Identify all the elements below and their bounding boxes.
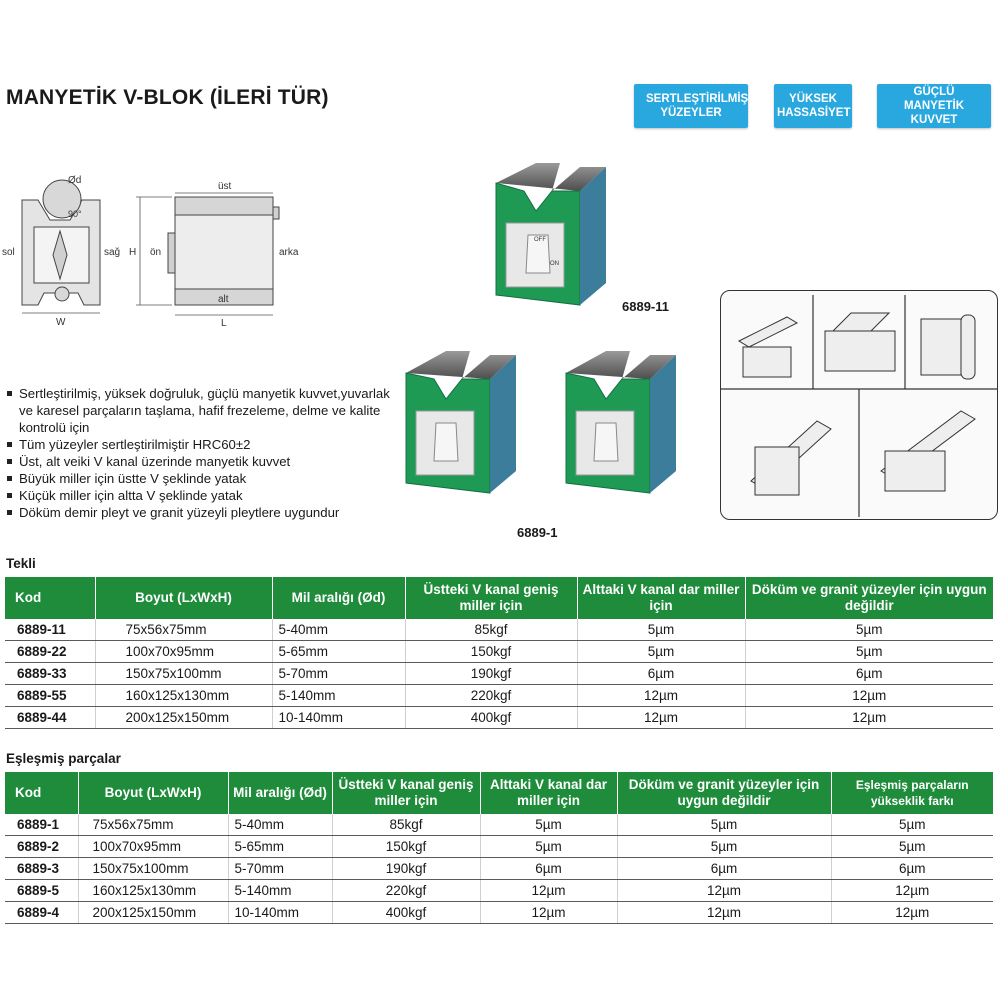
label-bottom: alt (218, 294, 229, 305)
col-header: Mil aralığı (Ød) (272, 577, 405, 619)
cell-lower: 12µm (577, 707, 745, 729)
cell-force: 400kgf (332, 902, 480, 924)
cell-code: 6889-55 (5, 685, 95, 707)
table-row (5, 814, 993, 836)
cell-surface: 6µm (745, 663, 993, 685)
table-row (5, 858, 993, 880)
cell-range: 10-140mm (272, 707, 405, 729)
cell-lower: 12µm (577, 685, 745, 707)
col-header: Eşleşmiş parçaların yükseklik farkı (831, 772, 993, 814)
dim-length: L (221, 318, 227, 329)
cell-range: 5-65mm (272, 641, 405, 663)
cell-force: 150kgf (405, 641, 577, 663)
cell-range: 5-70mm (272, 663, 405, 685)
cell-size: 75x56x75mm (95, 619, 272, 641)
cell-range: 10-140mm (228, 902, 332, 924)
cell-height-diff: 12µm (831, 880, 993, 902)
cell-range: 5-40mm (272, 619, 405, 641)
col-header: Mil aralığı (Ød) (228, 772, 332, 814)
cell-code: 6889-2 (5, 836, 78, 858)
cell-size: 100x70x95mm (95, 641, 272, 663)
table-row (5, 641, 993, 663)
cell-force: 220kgf (405, 685, 577, 707)
model-label-bottom: 6889-1 (517, 525, 558, 540)
cell-code: 6889-11 (5, 619, 95, 641)
cell-range: 5-65mm (228, 836, 332, 858)
cell-size: 150x75x100mm (95, 663, 272, 685)
technical-drawing (0, 165, 310, 330)
cell-height-diff: 12µm (831, 902, 993, 924)
cell-size: 200x125x150mm (78, 902, 228, 924)
dim-height: H (129, 247, 137, 258)
cell-force: 85kgf (405, 619, 577, 641)
model-label-top: 6889-11 (622, 299, 669, 314)
col-header: Boyut (LxWxH) (95, 577, 272, 619)
feature-item: Büyük miller için üstte V şeklinde yatak (6, 470, 406, 487)
table2-title: Eşleşmiş parçalar (6, 751, 121, 766)
badge-precision (774, 84, 852, 128)
table-row (5, 663, 993, 685)
table-matched (5, 772, 993, 924)
cell-force: 190kgf (405, 663, 577, 685)
cell-code: 6889-22 (5, 641, 95, 663)
cell-surface: 5µm (617, 814, 831, 836)
cell-range: 5-140mm (228, 880, 332, 902)
label-top: üst (218, 181, 232, 192)
table-row (5, 619, 993, 641)
cell-force: 85kgf (332, 814, 480, 836)
col-header: Üstteki V kanal geniş miller için (405, 577, 577, 619)
cell-lower: 12µm (480, 902, 617, 924)
table1-title: Tekli (6, 556, 36, 571)
table-header-row (5, 772, 993, 814)
knob-off: OFF (534, 237, 546, 243)
label-left: sol (2, 247, 15, 258)
cell-force: 400kgf (405, 707, 577, 729)
col-header: Üstteki V kanal geniş miller için (332, 772, 480, 814)
cell-lower: 6µm (480, 858, 617, 880)
cell-code: 6889-33 (5, 663, 95, 685)
table-row (5, 836, 993, 858)
feature-item: Tüm yüzeyler sertleştirilmiştir HRC60±2 (6, 436, 406, 453)
cell-code: 6889-5 (5, 880, 78, 902)
badge-label: GÜÇLÜ MANYETİK KUVVET (903, 86, 965, 126)
cell-code: 6889-44 (5, 707, 95, 729)
table-row (5, 707, 993, 729)
cell-surface: 12µm (617, 902, 831, 924)
knob-on: ON (550, 261, 559, 267)
label-right: sağ (104, 247, 121, 258)
cell-lower: 5µm (577, 641, 745, 663)
product-images (400, 155, 700, 495)
cell-code: 6889-1 (5, 814, 78, 836)
cell-size: 200x125x150mm (95, 707, 272, 729)
cell-force: 190kgf (332, 858, 480, 880)
cell-lower: 5µm (480, 814, 617, 836)
cell-lower: 5µm (577, 619, 745, 641)
badge-label: SERTLEŞTİRİLMİŞ YÜZEYLER (646, 93, 749, 119)
col-header: Döküm ve granit yüzeyler için uygun değildir (617, 772, 831, 814)
cell-surface: 12µm (745, 685, 993, 707)
cell-code: 6889-3 (5, 858, 78, 880)
cell-range: 5-140mm (272, 685, 405, 707)
cell-surface: 12µm (617, 880, 831, 902)
cell-range: 5-40mm (228, 814, 332, 836)
label-back: arka (279, 247, 299, 258)
table-single (5, 577, 993, 729)
feature-list (6, 385, 406, 521)
cell-size: 160x125x130mm (78, 880, 228, 902)
cell-surface: 5µm (745, 641, 993, 663)
dim-angle: 90° (68, 209, 82, 219)
vblock-bottom-left (406, 351, 516, 493)
feature-item: Sertleştirilmiş, yüksek doğruluk, güçlü manyetik kuvvet,yuvarlak ve karesel parçaların taşlama, hafif frezeleme, delme ve kalite kontrolü için (6, 385, 406, 436)
vblock-bottom-right (566, 351, 676, 493)
badge-magnetic (877, 84, 991, 128)
table-row (5, 880, 993, 902)
usage-diagram (721, 291, 997, 519)
cell-height-diff: 5µm (831, 836, 993, 858)
cell-surface: 5µm (745, 619, 993, 641)
col-header: Döküm ve granit yüzeyler için uygun değildir (745, 577, 993, 619)
cell-surface: 12µm (745, 707, 993, 729)
cell-force: 220kgf (332, 880, 480, 902)
cell-lower: 6µm (577, 663, 745, 685)
vblock-top (496, 163, 606, 305)
cell-size: 150x75x100mm (78, 858, 228, 880)
dim-width: W (56, 317, 66, 328)
col-header: Kod (5, 577, 95, 619)
badge-hardened (634, 84, 748, 128)
col-header: Boyut (LxWxH) (78, 772, 228, 814)
col-header: Alttaki V kanal dar miller için (480, 772, 617, 814)
feature-item: Döküm demir pleyt ve granit yüzeyli pleytlere uygundur (6, 504, 406, 521)
usage-diagram-panel (720, 290, 998, 520)
feature-item: Küçük miller için altta V şeklinde yatak (6, 487, 406, 504)
col-header: Kod (5, 772, 78, 814)
cell-lower: 5µm (480, 836, 617, 858)
cell-height-diff: 6µm (831, 858, 993, 880)
col-header: Alttaki V kanal dar miller için (577, 577, 745, 619)
label-front: ön (150, 247, 162, 258)
cell-size: 75x56x75mm (78, 814, 228, 836)
table-header-row (5, 577, 993, 619)
cell-height-diff: 5µm (831, 814, 993, 836)
badge-label: YÜKSEK HASSASİYET (777, 93, 851, 119)
cell-surface: 5µm (617, 836, 831, 858)
dim-diameter: Ød (68, 175, 82, 186)
page-title: MANYETİK V-BLOK (İLERİ TÜR) (6, 86, 329, 109)
cell-code: 6889-4 (5, 902, 78, 924)
feature-item: Üst, alt veiki V kanal üzerinde manyetik kuvvet (6, 453, 406, 470)
cell-surface: 6µm (617, 858, 831, 880)
cell-lower: 12µm (480, 880, 617, 902)
cell-size: 100x70x95mm (78, 836, 228, 858)
table-row (5, 902, 993, 924)
cell-size: 160x125x130mm (95, 685, 272, 707)
cell-range: 5-70mm (228, 858, 332, 880)
table-row (5, 685, 993, 707)
cell-force: 150kgf (332, 836, 480, 858)
